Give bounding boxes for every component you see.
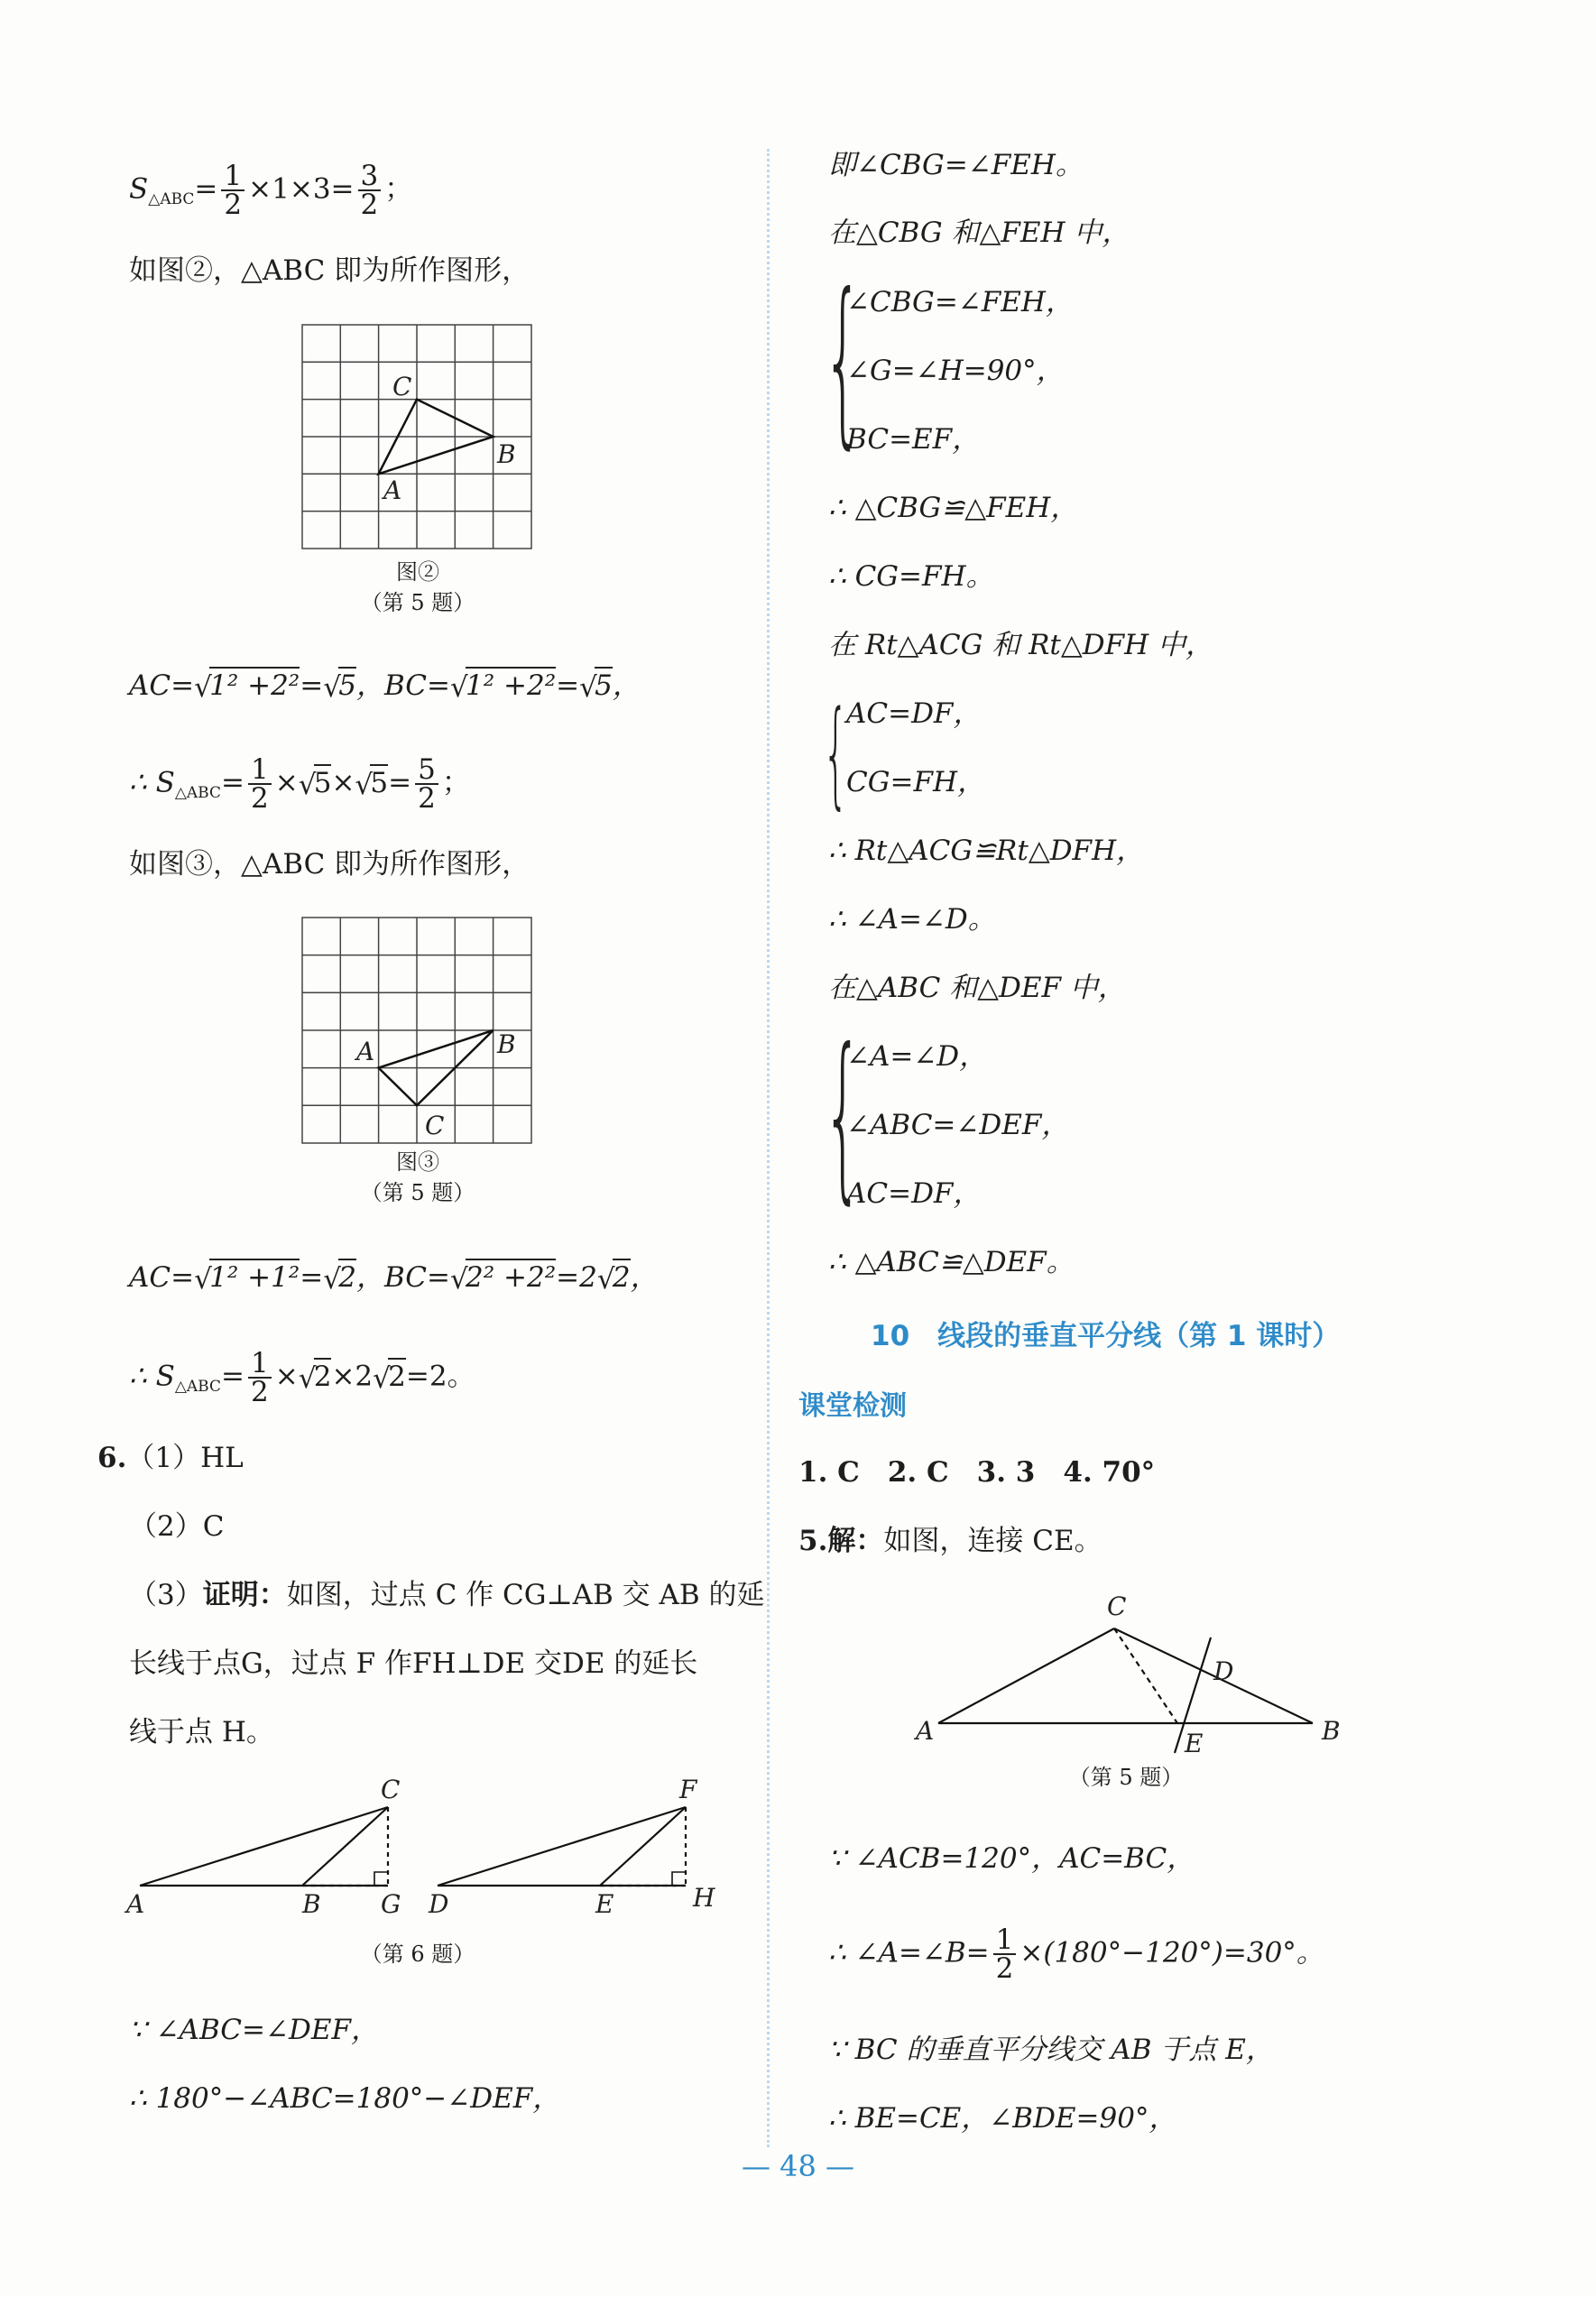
r-cond1: ∠CBG=∠FEH， [846,286,1074,318]
figure-5-caption-a: （第 5 题） [360,590,475,615]
svg-text:D: D [429,1889,449,1917]
lengths-fig3: AC= √ 1² +1²= √ 2，BC= √ 2² +2²=2 √ 2， [129,1259,659,1296]
r-step5: ∴ CG=FH。 [828,560,994,593]
sqrt: √ 2 [373,1361,406,1393]
svg-text:C: C [381,1775,401,1804]
r-step13: ∵ ∠ACB=120°，AC=BC， [828,1842,1195,1875]
fraction: $\frac{1}{2}$ [248,756,272,812]
svg-text:G: G [381,1889,401,1917]
brace: { [823,255,863,466]
svg-text:A: A [356,1037,375,1066]
svg-text:A: A [126,1889,145,1917]
sqrt: √ 1² +1² [194,1261,300,1294]
brace: { [823,1010,863,1221]
q6-part3-line1: （3）证明：如图，过点 C 作 CG⊥AB 交 AB 的延 [129,1579,765,1611]
figure-5-right [907,1588,1358,1759]
sqrt: √ 5 [579,669,613,702]
figure-2-caption: 图② [396,559,439,585]
sqrt: √ 2 [597,1261,631,1294]
text-fig3-intro: 如图③，△ABC 即为所作图形， [129,848,530,881]
q6-part3-line3: 线于点 H。 [129,1716,274,1748]
lengths-fig2: AC= √ 1² +2²= √ 5，BC= √ 1² +2²= √ 5， [129,668,641,704]
svg-text:A: A [916,1716,935,1746]
fraction: $\frac{1}{2}$ [248,1350,272,1406]
svg-text:B: B [497,1029,516,1059]
r-step12: ∴ △ABC≌△DEF。 [828,1246,1075,1278]
q6-part3-line2: 长线于点G，过点 F 作FH⊥DE 交DE 的延长 [129,1647,698,1680]
q6-part2: （2）C [129,1510,225,1543]
r-cond8: AC=DF， [846,1177,982,1210]
q6-part1: 6.（1）HL [97,1442,244,1474]
answers-line: 1. C 2. C 3. 3 4. 70° [798,1456,1156,1489]
r-cond6: ∠A=∠D， [846,1040,988,1073]
svg-text:B: B [302,1889,321,1917]
r-step14: ∴ ∠A=∠B= $\frac{1}{2}$ ×(180°−120°)=30°。 [828,1923,1324,1985]
r-step15: ∵ BC 的垂直平分线交 AB 于点 E， [828,2034,1274,2066]
sub-heading: 课堂检测 [798,1390,907,1422]
svg-text:B: B [497,439,516,469]
sqrt: √ 2² +2² [450,1261,556,1294]
sqrt: √ 2 [299,1361,332,1393]
sqrt: √ 5 [355,767,388,799]
area-formula-fig3: ∴ S△ABC= $\frac{1}{2}$ × √ 2×2 √ 2=2。 [129,1347,475,1408]
r-step6: 在 Rt△ACG 和 Rt△DFH 中， [828,629,1213,661]
fraction: $\frac{3}{2}$ [358,162,382,218]
svg-text:C: C [425,1111,445,1140]
r-cond2: ∠G=∠H=90°， [846,355,1065,387]
r-cond3: BC=EF， [846,423,981,456]
svg-text:A: A [383,475,402,505]
svg-text:D: D [1213,1656,1234,1686]
figure-3-caption: 图③ [396,1149,439,1175]
r-step10: 在△ABC 和△DEF 中， [828,972,1126,1004]
area-formula-fig1: S△ABC= $\frac{1}{2}$ ×1×3= $\frac{3}{2}$ ； [129,160,413,221]
q5-line: 5.解：如图，连接 CE。 [798,1525,1102,1557]
svg-text:F: F [679,1775,697,1804]
svg-text:H: H [693,1883,715,1913]
svg-text:E: E [1185,1729,1204,1758]
sqrt: √ 5 [299,767,332,799]
fraction: $\frac{1}{2}$ [993,1926,1017,1982]
svg-text:C: C [1107,1591,1127,1621]
r-step1: 即∠CBG=∠FEH。 [828,149,1084,181]
figure-6-caption: （第 6 题） [360,1942,475,1967]
r-cond4: AC=DF， [846,697,982,730]
r-step4: ∴ △CBG≌△FEH， [828,492,1079,524]
fraction: $\frac{1}{2}$ [221,162,244,218]
grid-figure-2 [300,323,535,558]
figure-5-right-caption: （第 5 题） [1068,1765,1184,1790]
r-step2: 在△CBG 和△FEH 中， [828,217,1130,249]
area-formula-fig2: ∴ S△ABC= $\frac{1}{2}$ × √ 5× √ 5= $\frac{5}{2}$ ； [129,753,470,815]
r-cond5: CG=FH， [846,766,986,798]
figure-5-caption-b: （第 5 题） [360,1180,475,1205]
figure-6 [117,1773,731,1917]
svg-text:C: C [392,372,412,401]
brace: { [823,687,849,821]
fraction: $\frac{5}{2}$ [415,756,438,812]
sqrt: √ 1² +2² [194,669,300,702]
column-divider [767,149,770,2147]
svg-text:B: B [1322,1716,1341,1746]
section-title: 10 线段的垂直平分线（第 1 课时） [871,1320,1341,1352]
grid-figure-3 [300,916,535,1150]
sqrt: √ 5 [323,669,356,702]
sqrt: √ 2 [323,1261,356,1294]
text-fig2-intro: 如图②，△ABC 即为所作图形， [129,254,530,287]
r-step16: ∴ BE=CE，∠BDE=90°， [828,2102,1177,2135]
page-number: — 48 — [741,2149,855,2183]
sqrt: √ 1² +2² [450,669,556,702]
q6-step2: ∴ 180°−∠ABC=180°−∠DEF， [129,2082,561,2115]
svg-text:E: E [595,1889,614,1917]
r-step9: ∴ ∠A=∠D。 [828,903,996,936]
q6-step1: ∵ ∠ABC=∠DEF， [129,2014,379,2046]
r-step8: ∴ Rt△ACG≌Rt△DFH， [828,835,1145,867]
r-cond7: ∠ABC=∠DEF， [846,1109,1070,1141]
